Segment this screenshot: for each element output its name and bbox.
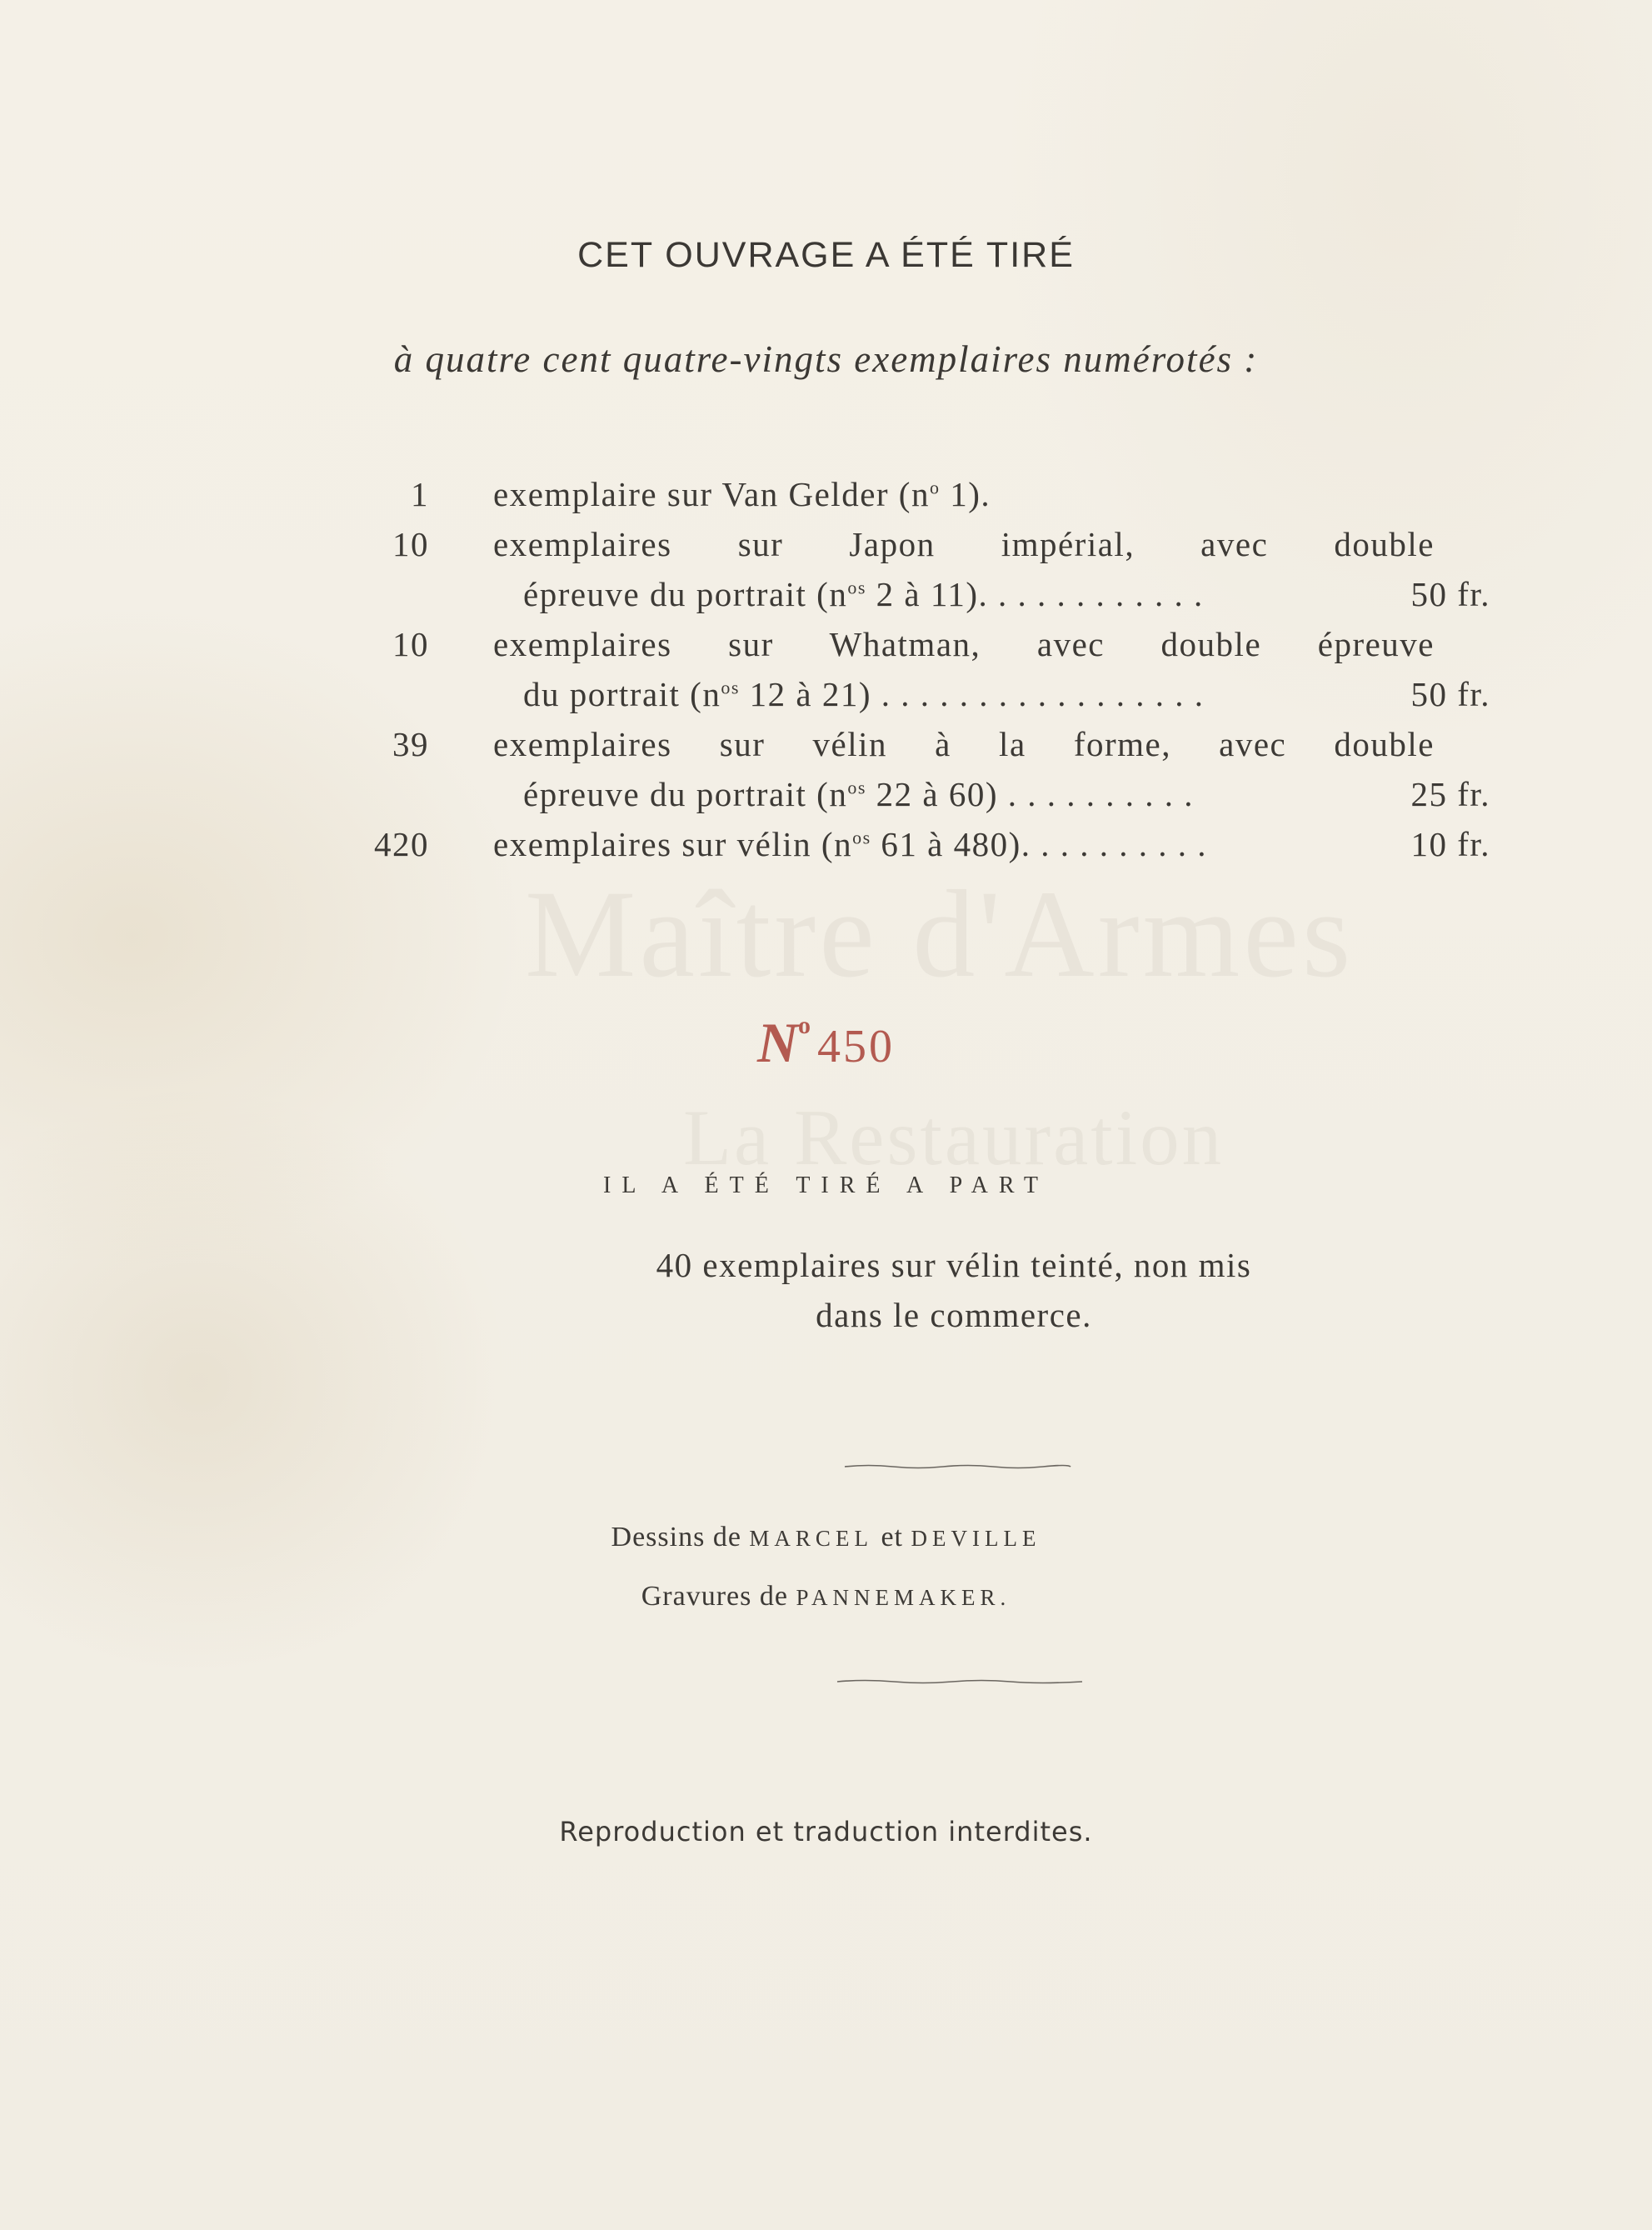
- list-item-continuation: [417, 669, 1500, 719]
- list-item-text: exemplaire sur Van Gelder ($n^o$ 1).: [493, 475, 991, 513]
- list-item: [411, 469, 1500, 519]
- list-item-continuation: [417, 569, 1500, 619]
- list-item: [392, 719, 1500, 769]
- list-item-text: exemplaires sur Japon impérial, avec double: [493, 525, 1435, 563]
- list-item-price: 50 fr.: [1410, 575, 1490, 613]
- separate-print-title: IL A ÉTÉ TIRÉ A PART: [603, 1172, 1049, 1198]
- list-item-text: exemplaires sur vélin ($n^{os}$ 61 à 480). . . . . . . . . .: [493, 825, 1207, 863]
- list-item-text: exemplaires sur Whatman, avec double épreuve: [493, 625, 1435, 663]
- ornamental-divider: [836, 1678, 1084, 1685]
- list-item-text: du portrait ($n^{os}$ 12 à 21) . . . . . . . . . . . . . . . . .: [523, 675, 1205, 713]
- rights-notice: Reproduction et traduction interdites.: [559, 1816, 1093, 1848]
- list-item-quantity: 1: [411, 475, 429, 513]
- page-heading: CET OUVRAGE A ÉTÉ TIRÉ: [577, 235, 1075, 275]
- list-item-quantity: 39: [392, 725, 429, 763]
- list-item-price: 10 fr.: [1410, 825, 1490, 863]
- show-through-ghost-text: La Restauration: [683, 1093, 1225, 1182]
- list-item-continuation: [417, 769, 1500, 819]
- list-item: [392, 619, 1500, 669]
- list-item-quantity: 10: [392, 625, 429, 663]
- list-item-text: exemplaires sur vélin à la forme, avec double: [493, 725, 1435, 763]
- ornamental-divider: [843, 1463, 1072, 1470]
- list-item: [392, 519, 1500, 569]
- list-item-text: épreuve du portrait ($n^{os}$ 22 à 60) . . . . . . . . . .: [523, 775, 1194, 813]
- list-item-price: 50 fr.: [1410, 675, 1490, 713]
- number-sign: $N^o$: [756, 1011, 811, 1074]
- list-item-quantity: 10: [392, 525, 429, 563]
- copy-number-value: 450: [817, 1021, 896, 1072]
- list-item-text: épreuve du portrait ($n^{os}$ 2 à 11). . . . . . . . . . . .: [523, 575, 1204, 613]
- list-item-quantity: 420: [374, 825, 429, 863]
- drawings-credit: Dessins de MARCEL et DEVILLE: [611, 1522, 1041, 1552]
- engraver-name: PANNEMAKER.: [796, 1585, 1011, 1610]
- engravings-credit: Gravures de PANNEMAKER.: [641, 1581, 1011, 1612]
- page-subheading: à quatre cent quatre-vingts exemplaires numérotés :: [393, 338, 1259, 380]
- artist-name: MARCEL: [749, 1526, 873, 1551]
- list-item-price: 25 fr.: [1410, 775, 1490, 813]
- copy-number: [0, 1010, 1652, 1076]
- show-through-ghost-text: Maître d'Armes: [525, 865, 1355, 1003]
- artist-name: DEVILLE: [911, 1526, 1041, 1551]
- separate-print-text: [587, 1240, 1320, 1340]
- separate-print-line: dans le commerce.: [816, 1296, 1092, 1334]
- edition-list: [374, 469, 1500, 869]
- separate-print-line: 40 exemplaires sur vélin teinté, non mis: [656, 1246, 1252, 1284]
- list-item: [374, 819, 1500, 869]
